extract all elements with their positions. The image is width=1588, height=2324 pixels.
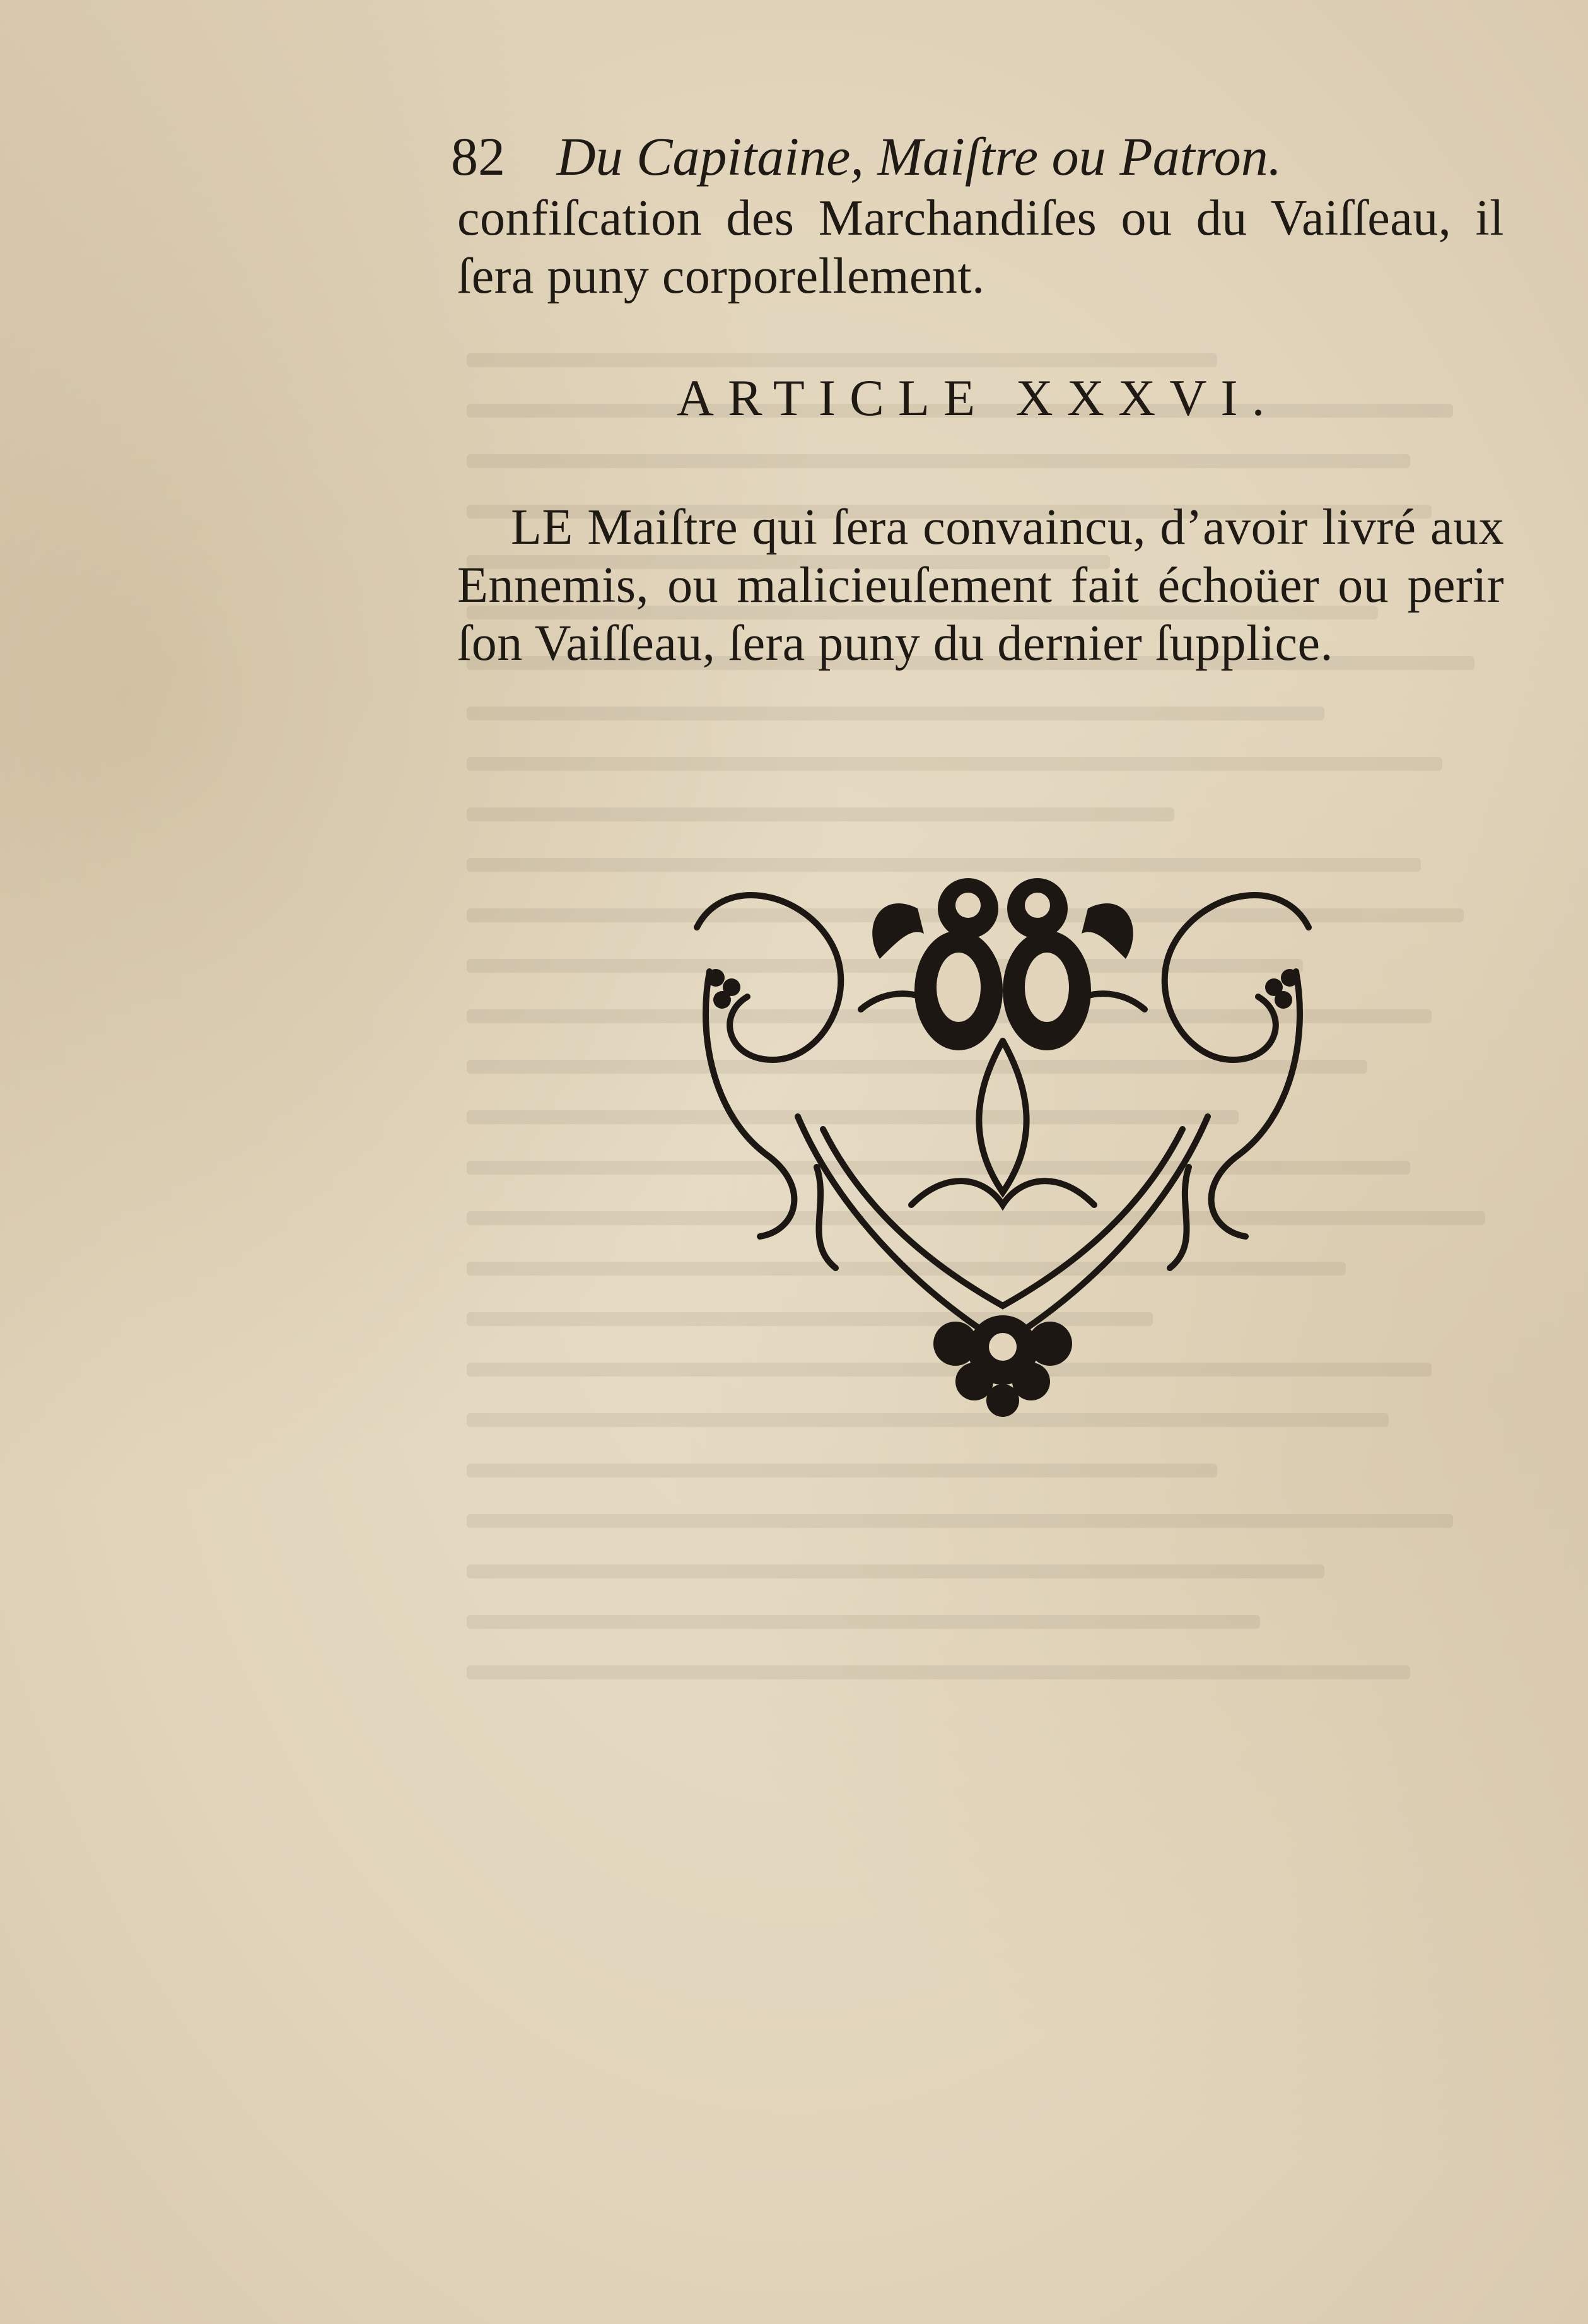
paragraph-line: ſon Vaiſſeau, ſera puny du dernier ſupplice. xyxy=(457,616,1333,671)
paragraph-line: LE Maiſtre qui ſera convaincu, d’avoir livré aux xyxy=(511,500,1504,555)
paragraph-line: confiſcation des Marchandiſes ou du Vaiſſeau, il xyxy=(457,191,1504,246)
article-heading: ARTICLE XXXVI. xyxy=(676,369,1279,426)
page-number: 82 xyxy=(451,126,505,187)
fleuron-cherubs-icon xyxy=(672,852,1334,1419)
running-head xyxy=(451,126,1492,187)
paragraph-line: Ennemis, ou malicieuſement fait échoüer ou perir xyxy=(457,558,1504,613)
continued-paragraph xyxy=(457,189,1504,305)
running-title: Du Capitaine, Maiſtre ou Patron. xyxy=(556,126,1282,187)
paragraph-line: ſera puny corporellement. xyxy=(457,249,985,304)
article-paragraph xyxy=(457,498,1504,672)
